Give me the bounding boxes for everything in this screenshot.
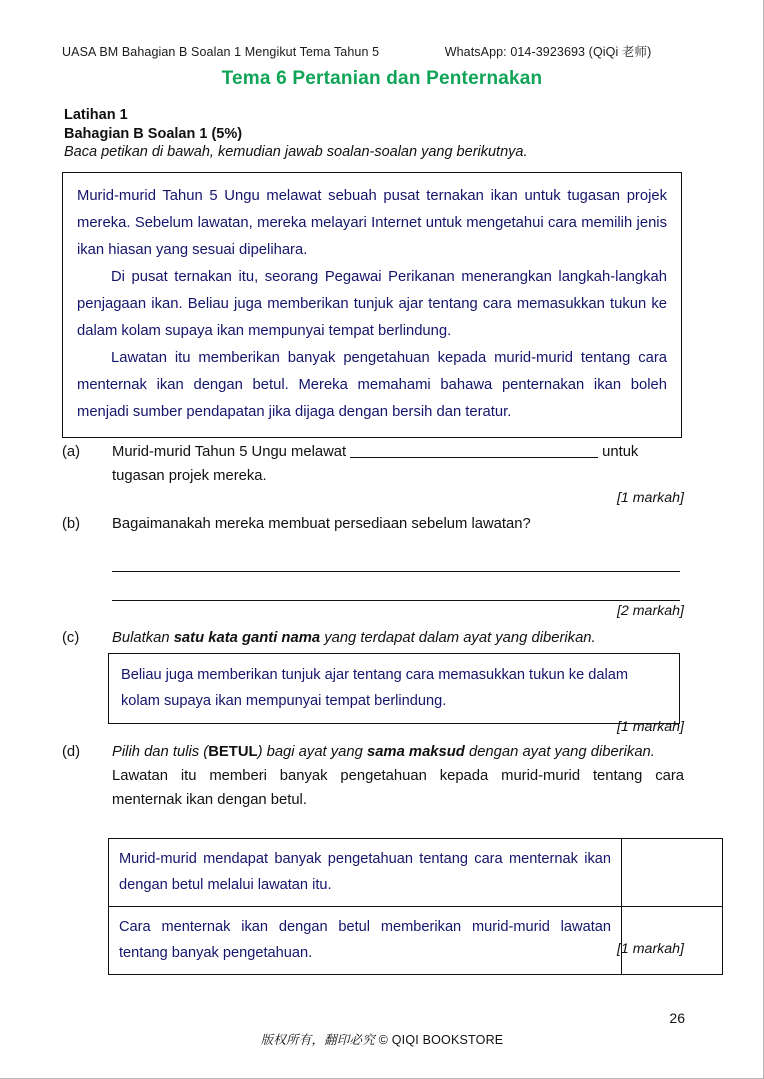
question-d-instruction-part3: dengan ayat yang diberikan. <box>464 744 655 760</box>
question-d-option-2: Cara menternak ikan dengan betul memberikan murid-murid lawatan tentang banyak pengetahuan. <box>109 907 622 975</box>
copyright-notice <box>0 1030 764 1048</box>
question-c <box>62 626 684 650</box>
exercise-label: Latihan 1 <box>64 107 128 123</box>
table-row <box>109 839 723 907</box>
question-b-text: Bagaimanakah mereka membuat persediaan sebelum lawatan? <box>112 516 531 532</box>
question-a-text-after: untuk <box>602 444 639 460</box>
passage-paragraph-3: Lawatan itu memberikan banyak pengetahuan kepada murid-murid tentang cara menternak ikan dengan betul. Mereka memahami bahawa penternakan ikan boleh menjadi sumber pendapatan jika dijaga dengan bersih dan teratur. <box>77 350 667 420</box>
page-title: Tema 6 Pertanian dan Penternakan <box>221 68 543 89</box>
passage-box <box>62 172 682 438</box>
question-c-sentence: Beliau juga memberikan tunjuk ajar tentang cara memasukkan tukun ke dalam kolam supaya ikan mempunyai tempat berlindung. <box>121 667 629 709</box>
question-d-option-1: Murid-murid mendapat banyak pengetahuan tentang cara menternak ikan dengan betul melalui lawatan itu. <box>109 839 622 907</box>
instruction-text: Baca petikan di bawah, kemudian jawab soalan-soalan yang berikutnya. <box>64 144 528 160</box>
question-d-instruction-bold1: BETUL <box>208 744 258 760</box>
question-a-text-before: Murid-murid Tahun 5 Ungu melawat <box>112 444 347 460</box>
question-d <box>62 740 684 812</box>
intro-block <box>64 106 686 162</box>
question-a <box>62 440 684 488</box>
question-c-marks: [1 markah] <box>616 719 684 735</box>
question-c-instruction-part1: Bulatkan <box>112 630 174 646</box>
passage-paragraph-2: Di pusat ternakan itu, seorang Pegawai Perikanan menerangkan langkah-langkah penjagaan ikan. Beliau juga memberikan tunjuk ajar tentang cara memasukkan tukun ke dalam kolam supaya ikan mempunyai tempat berlindung. <box>77 269 667 339</box>
question-d-instruction-part2: ) bagi ayat yang <box>257 744 367 760</box>
question-a-text-line2: tugasan projek mereka. <box>112 468 267 484</box>
question-c-sentence-box <box>108 653 680 724</box>
question-d-label: (d) <box>62 744 81 760</box>
page-number: 26 <box>669 1010 685 1026</box>
question-c-label: (c) <box>62 630 80 646</box>
question-d-marks: [1 markah] <box>616 941 684 957</box>
copyright-chinese: 版权所有，翻印必究 <box>260 1032 375 1047</box>
header-whatsapp-contact: WhatsApp: 014-3923693 (QiQi 老师) <box>444 45 652 59</box>
question-b-label: (b) <box>62 516 81 532</box>
question-d-instruction-part1: Pilih dan tulis ( <box>112 744 209 760</box>
header-left-text: UASA BM Bahagian B Soalan 1 Mengikut Tema Tahun 5 <box>62 45 380 59</box>
question-a-label: (a) <box>62 444 81 460</box>
page-header <box>62 42 684 60</box>
question-a-marks: [1 markah] <box>616 490 684 506</box>
question-d-given-sentence: Lawatan itu memberi banyak pengetahuan kepada murid-murid tentang cara menternak ikan dengan betul. <box>112 768 684 808</box>
question-b-answer-line-1[interactable] <box>112 571 680 572</box>
question-b-answer-line-2[interactable] <box>112 600 680 601</box>
question-d-answer-cell-1[interactable] <box>622 839 723 907</box>
question-c-instruction-bold: satu kata ganti nama <box>173 630 321 646</box>
question-b <box>62 512 684 536</box>
question-c-instruction-part2: yang terdapat dalam ayat yang diberikan. <box>320 630 596 646</box>
copyright-english: © QIQI BOOKSTORE <box>378 1033 504 1047</box>
question-b-marks: [2 markah] <box>616 603 684 619</box>
question-d-instruction-bold2: sama maksud <box>366 744 465 760</box>
passage-paragraph-1: Murid-murid Tahun 5 Ungu melawat sebuah pusat ternakan ikan untuk tugasan projek mereka. Sebelum lawatan, mereka melayari Internet untuk mengetahui cara memilih jenis ikan hiasan yang sesuai dipelihara. <box>77 188 667 258</box>
section-label: Bahagian B Soalan 1 (5%) <box>64 125 243 142</box>
question-a-answer-blank[interactable] <box>350 443 598 458</box>
